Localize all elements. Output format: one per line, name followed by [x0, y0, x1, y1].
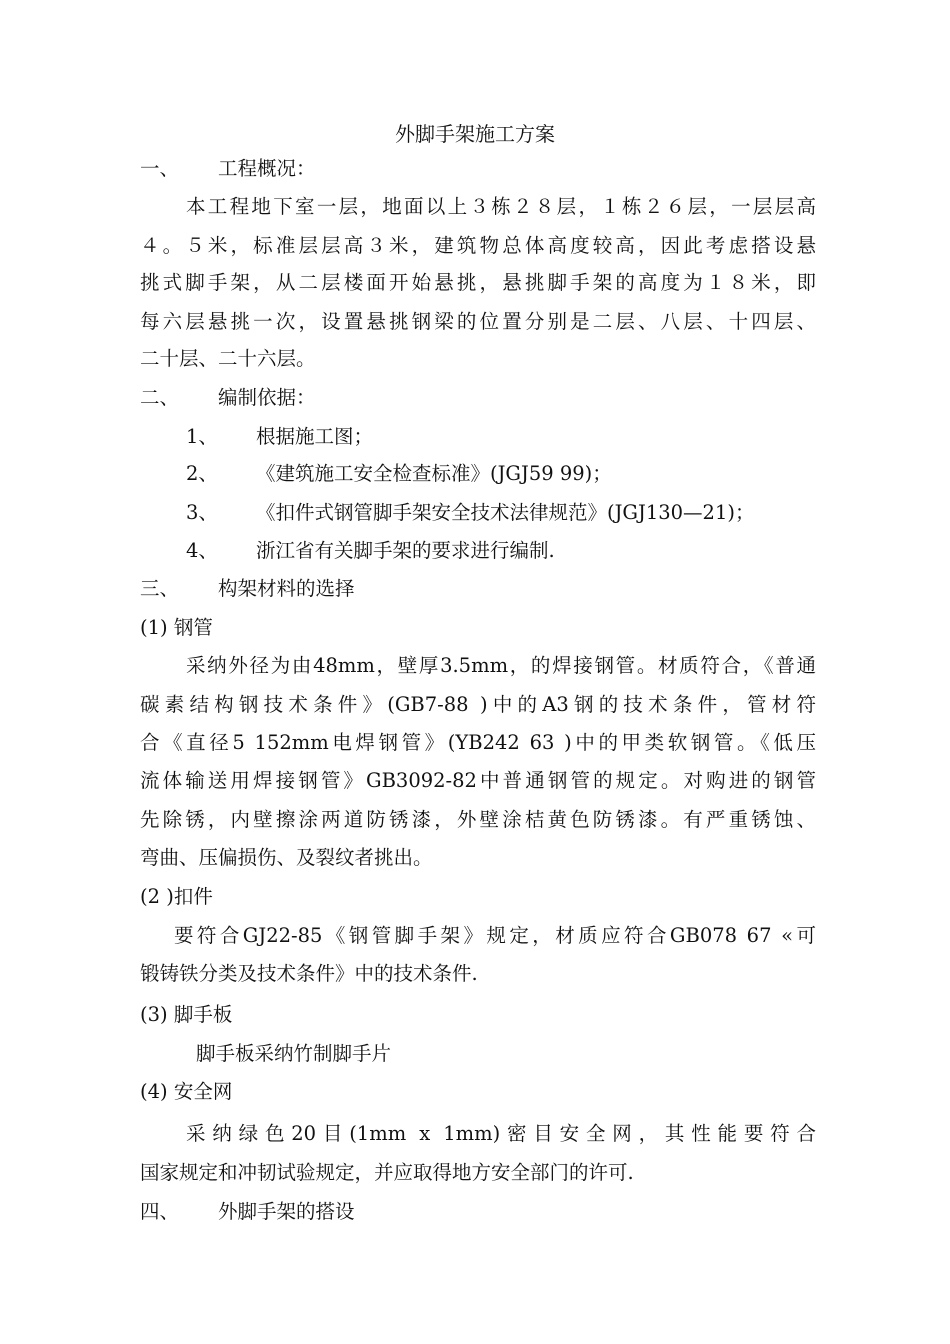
net-line-2: 国家规定和冲韧试验规定，并应取得地方安全部门的许可. — [140, 1161, 634, 1184]
item-text: 浙江省有关脚手架的要求进行编制. — [256, 539, 555, 562]
item-number: 3、 — [186, 501, 218, 524]
overview-line-4: 每六层悬挑一次，设置悬挑钢梁的位置分别是二层、八层、十四层、 — [140, 310, 816, 333]
net-heading: (4) 安全网 — [140, 1080, 233, 1103]
overview-line-5: 二十层、二十六层。 — [140, 347, 316, 370]
board-text: 脚手板采纳竹制脚手片 — [196, 1042, 392, 1065]
section-title: 编制依据： — [218, 386, 316, 409]
pipe-line-2: 碳素结构钢技术条件》(GB7-88 )中的A3钢的技术条件，管材符 — [140, 693, 816, 716]
section-number: 一、 — [140, 157, 180, 180]
overview-line-1: 本工程地下室一层，地面以上３栋２８层，１栋２６层，一层层高 — [186, 195, 816, 218]
fastener-heading: (2 )扣件 — [140, 885, 213, 908]
net-line-1: 采纳绿色20目(1mm x 1mm)密目安全网，其性能要符合 — [186, 1122, 816, 1145]
item-number: 1、 — [186, 425, 218, 448]
pipe-line-4: 流体输送用焊接钢管》GB3092-82中普通钢管的规定。对购进的钢管 — [140, 769, 816, 792]
pipe-line-1: 采纳外径为由48mm，壁厚3.5mm，的焊接钢管。材质符合，《普通 — [186, 654, 816, 677]
overview-line-3: 挑式脚手架，从二层楼面开始悬挑，悬挑脚手架的高度为１８米，即 — [140, 271, 816, 294]
section-title: 工程概况： — [218, 157, 316, 180]
item-number: 4、 — [186, 539, 218, 562]
pipe-line-5: 先除锈，内壁擦涂两道防锈漆，外壁涂桔黄色防锈漆。有严重锈蚀、 — [140, 808, 816, 831]
board-heading: (3) 脚手板 — [140, 1003, 233, 1026]
section-number: 四、 — [140, 1200, 180, 1223]
item-text: 《建筑施工安全检查标准》(JGJ59 99)； — [256, 462, 612, 485]
section-title: 外脚手架的搭设 — [218, 1200, 355, 1223]
fastener-line-1: 要符合GJ22-85《钢管脚手架》规定，材质应符合GB078 67 «可 — [174, 924, 816, 947]
section-number: 二、 — [140, 386, 180, 409]
pipe-line-6: 弯曲、压偏损伤、及裂纹者挑出。 — [140, 846, 433, 869]
document-title: 外脚手架施工方案 — [395, 122, 555, 146]
section-title: 构架材料的选择 — [218, 577, 355, 600]
pipe-heading: (1) 钢管 — [140, 616, 213, 639]
fastener-line-2: 锻铸铁分类及技术条件》中的技术条件. — [140, 962, 478, 985]
pipe-line-3: 合《直径5 152mm电焊钢管》(YB242 63 )中的甲类软钢管。《低压 — [140, 731, 816, 754]
section-number: 三、 — [140, 577, 180, 600]
item-text: 《扣件式钢管脚手架安全技术法律规范》(JGJ130—21)； — [256, 501, 755, 524]
overview-line-2: ４。５米，标准层层高３米，建筑物总体高度较高，因此考虑搭设悬 — [140, 234, 816, 257]
item-text: 根据施工图； — [256, 425, 374, 448]
item-number: 2、 — [186, 462, 218, 485]
